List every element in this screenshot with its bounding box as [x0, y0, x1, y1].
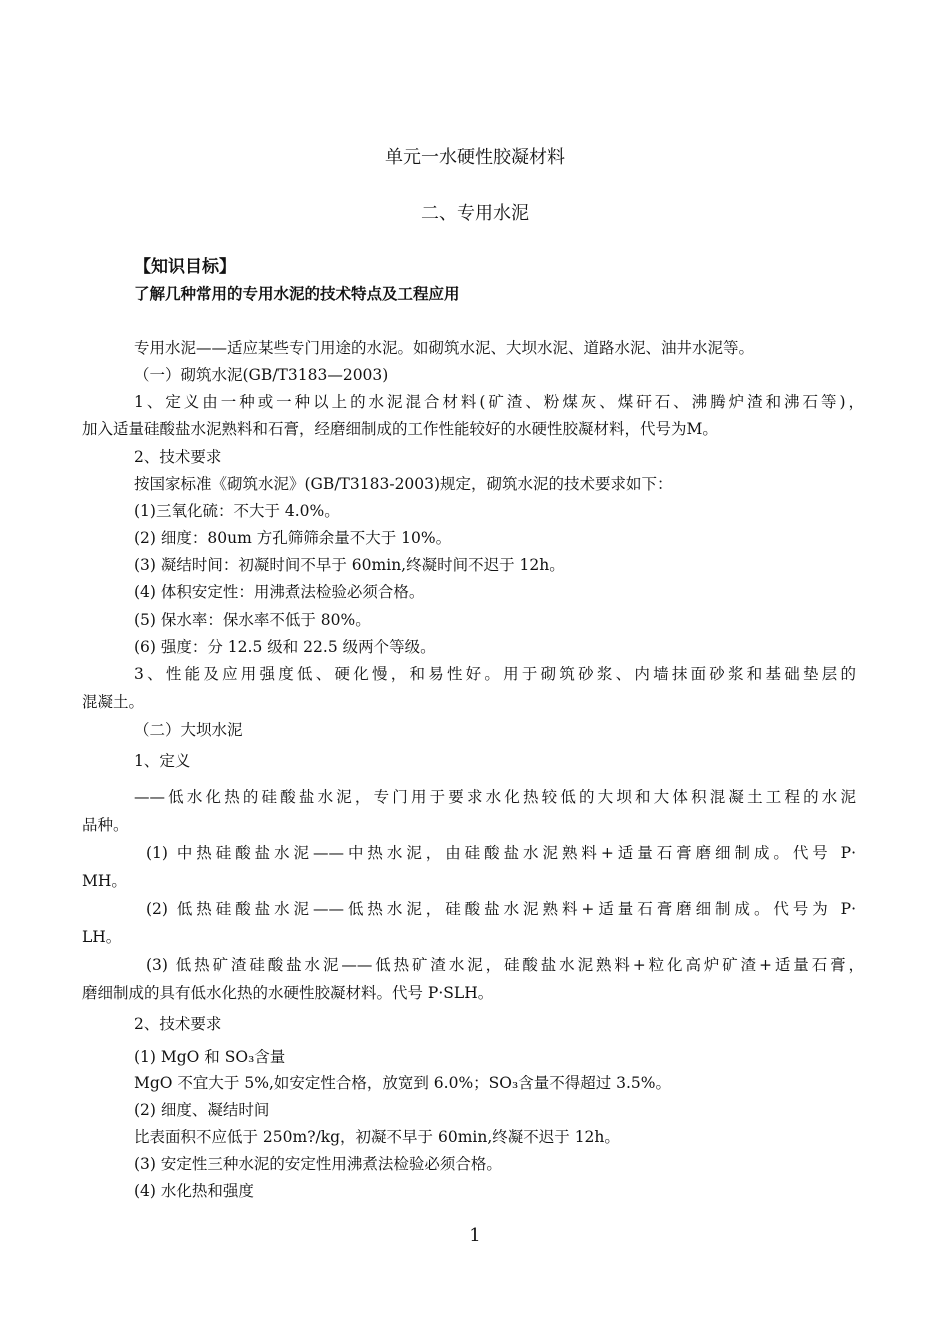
body-line: (3) 低热矿渣硅酸盐水泥——低热矿渣水泥，硅酸盐水泥熟料+粒化高炉矿渣+适量石膏， — [146, 956, 864, 974]
body-line: 按国家标准《砌筑水泥》(GB/T3183-2003)规定，砌筑水泥的技术要求如下： — [134, 475, 673, 493]
body-line: （二）大坝水泥 — [134, 721, 243, 739]
body-line: (5) 保水率：保水率不低于 80%。 — [134, 611, 371, 629]
body-line: 品种。 — [82, 816, 129, 834]
body-line: 专用水泥——适应某些专门用途的水泥。如砌筑水泥、大坝水泥、道路水泥、油井水泥等。 — [134, 339, 755, 357]
body-line: 2、技术要求 — [134, 448, 222, 466]
body-line: 1、定义由一种或一种以上的水泥混合材料(矿渣、粉煤灰、煤矸石、沸腾炉渣和沸石等)， — [134, 393, 864, 411]
body-line: （一）砌筑水泥(GB/T3183—2003) — [134, 366, 389, 384]
body-line: (1) MgO 和 SO₃含量 — [134, 1048, 286, 1066]
body-line: 比表面积不应低于 250m?/kg，初凝不早于 60min,终凝不迟于 12h。 — [134, 1128, 620, 1146]
body-line: (1)三氧化硫：不大于 4.0%。 — [134, 502, 340, 520]
body-line: (3) 凝结时间：初凝时间不早于 60min,终凝时间不迟于 12h。 — [134, 556, 565, 574]
body-line: 磨细制成的具有低水化热的水硬性胶凝材料。代号 P·SLH。 — [82, 984, 494, 1002]
body-line: (4) 水化热和强度 — [134, 1182, 254, 1200]
body-line: 1、定义 — [134, 752, 191, 770]
body-line: 2、技术要求 — [134, 1015, 222, 1033]
body-line: (1) 中热硅酸盐水泥——中热水泥，由硅酸盐水泥熟料+适量石膏磨细制成。代号 P· — [146, 844, 856, 862]
body-line: (6) 强度：分 12.5 级和 22.5 级两个等级。 — [134, 638, 436, 656]
body-line: (2) 低热硅酸盐水泥——低热水泥，硅酸盐水泥熟料+适量石膏磨细制成。代号为 P· — [146, 900, 856, 918]
unit-title: 单元一水硬性胶凝材料 — [385, 147, 565, 168]
body-line: MH。 — [82, 872, 127, 890]
body-line: (2) 细度：80um 方孔筛筛余量不大于 10%。 — [134, 529, 452, 547]
body-line: MgO 不宜大于 5%,如安定性合格，放宽到 6.0%；SO₃含量不得超过 3.5%。 — [134, 1074, 672, 1092]
body-line: (3) 安定性三种水泥的安定性用沸煮法检验必须合格。 — [134, 1155, 502, 1173]
body-line: 混凝土。 — [82, 693, 145, 711]
body-line: (2) 细度、凝结时间 — [134, 1101, 270, 1119]
objective-heading: 【知识目标】 — [134, 257, 236, 277]
body-line: ——低水化热的硅酸盐水泥，专门用于要求水化热较低的大坝和大体积混凝土工程的水泥 — [134, 788, 856, 806]
body-line: 加入适量硅酸盐水泥熟料和石膏，经磨细制成的工作性能较好的水硬性胶凝材料，代号为M。 — [82, 420, 718, 438]
body-line: 3、性能及应用强度低、硬化慢，和易性好。用于砌筑砂浆、内墙抹面砂浆和基础垫层的 — [134, 665, 856, 683]
section-title: 二、专用水泥 — [421, 203, 529, 224]
page-number: 1 — [469, 1225, 481, 1246]
body-line: (4) 体积安定性：用沸煮法检验必须合格。 — [134, 583, 425, 601]
objective-text: 了解几种常用的专用水泥的技术特点及工程应用 — [134, 285, 460, 303]
body-line: LH。 — [82, 928, 122, 946]
